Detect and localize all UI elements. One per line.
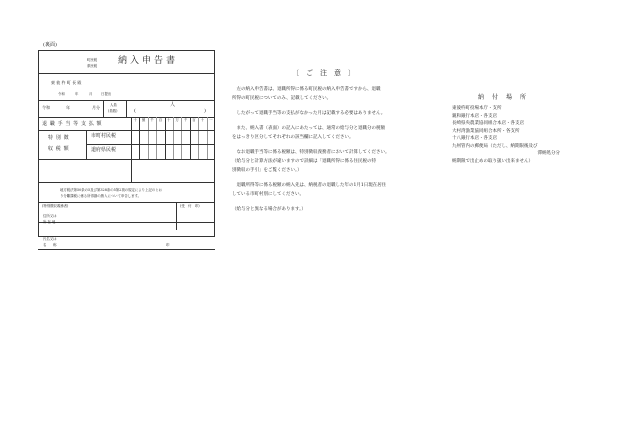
notice-line: 退職所得等に係る税額の納入先は、納税者の退職した年の1月1日現在居住 [232, 183, 387, 188]
notice-line: をはっきり区分してそれぞれの該当欄に記入してください。 [232, 135, 354, 140]
period-month: 月分 [92, 105, 100, 110]
retirement-payment-label: 退 職 手 当 等 支 払 額 [42, 121, 103, 127]
period-year: 年 [66, 105, 70, 110]
digit-divider [156, 117, 157, 159]
declaration-line-1: 地方税法第50条の5及び第328条の5第2項の規定により上記のとお [60, 188, 163, 192]
submit-date-month: 月 [89, 92, 93, 96]
address-label-1: 住所又は [43, 214, 57, 218]
digit-divider [198, 117, 199, 159]
digit-header: 十 [167, 118, 171, 122]
payment-place-item: 納期限で出止めの取り扱い出来ません） [452, 158, 533, 164]
digit-divider [207, 117, 208, 159]
special-collection-label-1: 特 別 徴 [48, 135, 70, 141]
digit-divider [173, 117, 174, 159]
payment-place-item: 長崎県央農業協同組合本店・各支店 [452, 121, 524, 126]
payee-paren-open: ( [134, 108, 136, 114]
notice-line: 左の納入申告書は、退職所得に係る町民税の納入申告書ですから、退職 [232, 87, 381, 92]
payment-place-item: 九州管内の郵便局（ただし、納期限後及び [452, 143, 538, 149]
submit-date-year: 年 [75, 92, 79, 96]
digit-divider [148, 117, 149, 159]
digit-divider [139, 117, 140, 159]
declaration-line-2: り分離課税に係る所得割の納入について申告します。 [60, 194, 142, 198]
digit-header: 百 [158, 118, 163, 122]
payee-label-sub: (員数) [108, 109, 118, 113]
notice-line: している市町村別にしてください。 [232, 192, 304, 197]
form-title: 納入申告書 [118, 56, 179, 66]
notice-title: 〔 ご 注 意 〕 [292, 69, 355, 77]
payment-place-item: 滞納処分分 [452, 151, 560, 156]
notice-line: なお退職手当等に係る税額は、特別徴収義務者において計算してください。 [232, 150, 390, 155]
special-collection-label-2: 収 税 額 [48, 146, 70, 152]
row-municipal-tax: 市町村民税 [91, 133, 117, 139]
notice-line: 所得の町民税についてのみ、記載してください。 [232, 96, 332, 101]
tax-label-town: 町民税 [87, 58, 98, 62]
notice-line: （給与分と異なる場合があります。） [232, 207, 306, 212]
digit-divider [190, 117, 191, 159]
payment-place-item: 東彼杵町役場本庁・支所 [452, 106, 502, 111]
payment-place-item: 十八銀行本店・各支店 [452, 136, 497, 141]
payment-place-item: 親和銀行本店・各支店 [452, 113, 497, 119]
digit-header: 千 [183, 118, 188, 122]
digit-header: 万 [175, 118, 179, 122]
period-reiwa: 令和 [42, 105, 50, 110]
digit-header: 千 [150, 118, 154, 122]
row-prefectural-tax: 道府県民税 [91, 147, 117, 153]
digit-header: 億 [141, 118, 146, 122]
address-label-2: 所 在 地 [43, 220, 56, 224]
seal-mark: 印 [166, 243, 170, 247]
notice-line: 別徴収の手引」をご覧ください。） [232, 168, 302, 173]
side-label: (裏面) [43, 42, 57, 48]
office-addressee: 東 彼 杵 町 長 殿 [51, 80, 82, 85]
agent-header: (特別徴収義務者) [42, 204, 69, 208]
payment-places-title: 納 付 場 所 [478, 94, 528, 101]
digit-header: 百 [192, 118, 196, 122]
digit-divider [181, 117, 182, 159]
digit-header: 十 [133, 118, 137, 122]
payee-label: 人員 [110, 103, 117, 107]
name-label-2: 名 称 [43, 243, 57, 247]
digit-header: 十 [200, 118, 205, 122]
payee-unit: 人 [170, 102, 176, 108]
submit-date-day: 日提出 [101, 92, 112, 96]
tax-label-prefecture: 県民税 [87, 64, 98, 68]
notice-line: （給与分と計算方法が違いますので詳細は「退職所得に係る住民税の特 [232, 159, 376, 164]
payment-place-item: 大村湾漁業協同組合本所・各支所 [452, 128, 520, 134]
digit-header: 一 [209, 118, 213, 122]
payee-paren-close: ) [204, 108, 206, 114]
digit-divider [165, 117, 166, 159]
name-label-1: 氏名又は [43, 237, 57, 241]
notice-line: したがって退職手当等の支払がなかった月は記載する必要はありません。 [232, 111, 386, 116]
submit-date-prefix: 令和 [58, 92, 65, 96]
receipt-stamp-header: (受 付 印) [180, 204, 200, 208]
notice-line: また、納入書（表面）の記入にあたっては、通常の給与分と退職分の税額 [232, 126, 385, 131]
